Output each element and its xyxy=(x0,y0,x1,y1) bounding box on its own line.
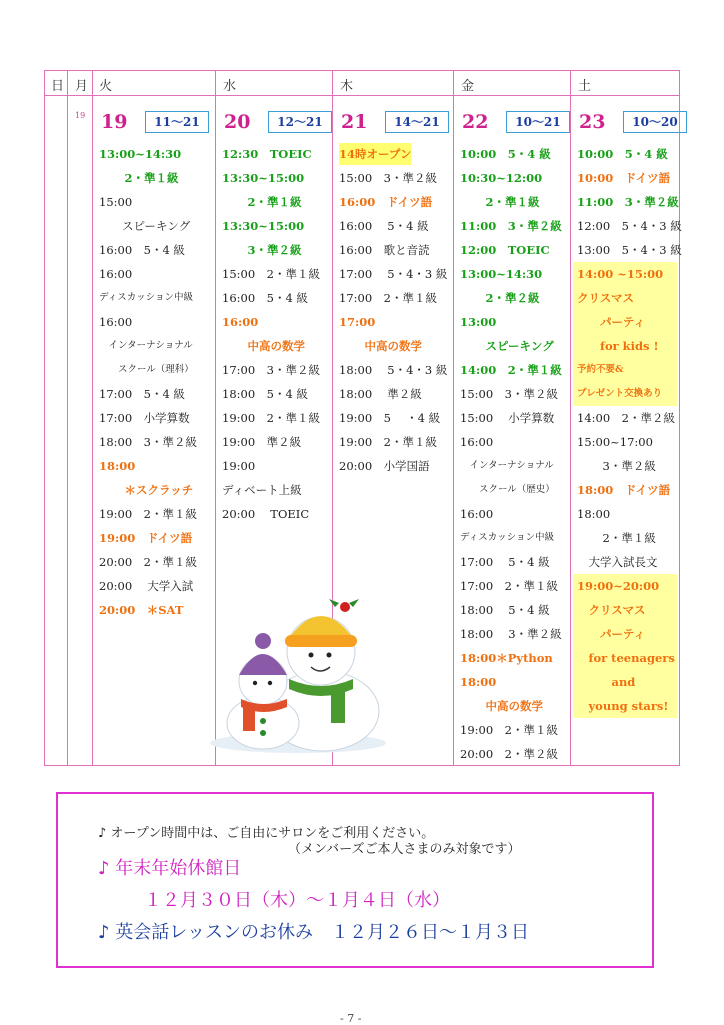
schedule-entry: for teenagers xyxy=(577,651,675,665)
header-divider xyxy=(45,95,679,96)
schedule-entry: 14:00 ~15:00 xyxy=(577,267,664,281)
schedule-entry: 予約不要& xyxy=(577,364,624,375)
schedule-entry: 15:00 3・準２級 xyxy=(339,171,437,185)
schedule-entry: 19:00 xyxy=(222,459,256,473)
schedule-entry: 17:00 5・4 級 xyxy=(460,555,550,569)
schedule-entry: 16:00 xyxy=(99,267,133,281)
schedule-entry: 10:30~12:00 xyxy=(460,171,543,185)
schedule-entry: 17:00 2・準１級 xyxy=(460,579,558,593)
schedule-entry: インターナショナル xyxy=(99,340,193,351)
schedule-entry: 15:00 3・準２級 xyxy=(460,387,558,401)
schedule-entry: 18:00 5・4 級 xyxy=(460,603,550,617)
schedule-entry: 18:00 準２級 xyxy=(339,387,422,401)
schedule-entry: 3・準２級 xyxy=(236,243,302,257)
schedule-entry: ＊スクラッチ xyxy=(113,483,194,497)
date-number: 20 xyxy=(224,111,251,133)
schedule-entry: 13:00~14:30 xyxy=(99,147,182,161)
schedule-entry: 2・準１級 xyxy=(236,195,302,209)
open-hours-badge: 12～21 xyxy=(268,111,332,133)
schedule-entry: 2・準１級 xyxy=(113,171,179,185)
schedule-entry: 19:00 2・準１級 xyxy=(339,435,437,449)
date-number: 19 xyxy=(101,111,128,133)
schedule-entry: 16:00 5・4 級 xyxy=(339,219,429,233)
schedule-entry: 3・準２級 xyxy=(591,459,656,473)
schedule-entry: 12:00 TOEIC xyxy=(460,243,550,257)
schedule-entry: スピーキング xyxy=(474,339,554,353)
schedule-entry: 17:00 5・4 級 xyxy=(99,387,185,401)
schedule-entry: 2・準１級 xyxy=(474,195,540,209)
schedule-entry: 19:00 2・準１級 xyxy=(99,507,197,521)
schedule-entry: 20:00 大学入試 xyxy=(99,579,194,593)
schedule-entry: パーティ xyxy=(577,627,646,641)
schedule-entry: 中高の数学 xyxy=(353,339,422,353)
weekly-calendar xyxy=(44,70,680,766)
schedule-entry: 17:00 xyxy=(339,315,376,329)
schedule-entry: 15:00 2・準１級 xyxy=(222,267,320,281)
schedule-entry: 19:00 5 ・4 級 xyxy=(339,411,441,425)
schedule-entry: 10:00 5・4 級 xyxy=(577,147,668,161)
schedule-entry: 18:00 5・4 級 xyxy=(222,387,308,401)
schedule-entry: 11:00 3・準２級 xyxy=(460,219,562,233)
schedule-entry: 17:00 小学算数 xyxy=(99,411,190,425)
schedule-entry: and xyxy=(577,675,636,689)
schedule-entry: ディスカッション中級 xyxy=(99,292,193,303)
schedule-entry: 2・準１級 xyxy=(591,531,656,545)
schedule-entry: クリスマス xyxy=(577,291,635,305)
schedule-entry: 中高の数学 xyxy=(236,339,305,353)
schedule-entry: 20:00 TOEIC xyxy=(222,507,310,521)
schedule-entry: 14:00 2・準２級 xyxy=(577,411,675,425)
notice-open-hours: ♪ オープン時間中は、ご自由にサロンをご利用ください。 xyxy=(98,826,435,841)
schedule-entry: 18:00 3・準２級 xyxy=(460,627,562,641)
header-sun: 日 xyxy=(51,79,65,94)
open-hours-badge: 14～21 xyxy=(385,111,449,133)
schedule-entry: 2・準２級 xyxy=(474,291,540,305)
schedule-entry: 18:00 ドイツ語 xyxy=(577,483,671,497)
notice-holiday-dates: １２月３０日（木）～１月４日（水） xyxy=(144,890,450,911)
schedule-entry: ディベート上級 xyxy=(222,483,302,497)
schedule-entry: スピーキング xyxy=(99,219,191,233)
schedule-entry: 16:00 歌と音読 xyxy=(339,243,430,257)
header-sat: 土 xyxy=(578,79,592,94)
schedule-entry: for kids ! xyxy=(577,339,659,353)
date-number: 21 xyxy=(341,111,368,133)
notice-members-only: （メンバーズご本人さまのみ対象です） xyxy=(288,842,521,857)
schedule-entry: 16:00 5・4 級 xyxy=(222,291,308,305)
schedule-entry: 12:30 TOEIC xyxy=(222,147,312,161)
schedule-entry: 17:00 5・4・3 級 xyxy=(339,267,448,281)
open-hours-badge: 10～20 xyxy=(623,111,687,133)
notice-holiday-title: ♪ 年末年始休館日 xyxy=(98,858,242,879)
column-divider xyxy=(92,71,93,765)
schedule-entry: 13:00~14:30 xyxy=(460,267,543,281)
schedule-entry: 13:30~15:00 xyxy=(222,171,305,185)
schedule-entry: プレゼント交換あり xyxy=(577,388,663,399)
column-divider xyxy=(453,71,454,765)
schedule-entry: 20:00 2・準１級 xyxy=(99,555,197,569)
open-hours-badge: 10～21 xyxy=(506,111,570,133)
schedule-entry: 15:00 小学算数 xyxy=(460,411,555,425)
schedule-entry: 18:00＊Python xyxy=(460,651,553,665)
schedule-entry: 16:00 xyxy=(99,315,133,329)
header-thu: 木 xyxy=(340,79,354,94)
schedule-entry: 16:00 xyxy=(222,315,259,329)
schedule-entry: young stars! xyxy=(577,699,669,713)
schedule-entry: 中高の数学 xyxy=(474,699,543,713)
schedule-entry: 14時オープン xyxy=(339,143,411,165)
date-number: 22 xyxy=(462,111,489,133)
schedule-entry: 19:00~20:00 xyxy=(577,579,660,593)
schedule-entry: 20:00 2・準２級 xyxy=(460,747,558,761)
page-number: - 7 - xyxy=(340,1012,362,1025)
header-mon: 月 xyxy=(75,79,89,94)
schedule-entry: 19:00 2・準１級 xyxy=(460,723,558,737)
schedule-entry: 10:00 5・4 級 xyxy=(460,147,551,161)
schedule-entry: 16:00 xyxy=(460,507,494,521)
schedule-entry: 20:00 小学国語 xyxy=(339,459,430,473)
schedule-entry: スクール（理科） xyxy=(99,364,194,375)
schedule-entry: 18:00 xyxy=(577,507,611,521)
schedule-entry: 19:00 準２級 xyxy=(222,435,302,449)
schedule-entry: 13:00 5・4・3 級 xyxy=(577,243,682,257)
schedule-entry: 16:00 xyxy=(460,435,494,449)
schedule-entry: 13:00 xyxy=(460,315,497,329)
schedule-entry: インターナショナル xyxy=(460,460,554,471)
notice-lesson-break: ♪ 英会話レッスンのお休み １２月２６日～１月３日 xyxy=(98,922,530,943)
schedule-entry: ディスカッション中級 xyxy=(460,532,554,543)
header-tue: 火 xyxy=(99,79,113,94)
schedule-entry: 17:00 3・準２級 xyxy=(222,363,320,377)
schedule-entry: 16:00 5・4 級 xyxy=(99,243,185,257)
schedule-entry: 18:00 xyxy=(99,459,136,473)
schedule-entry: 16:00 ドイツ語 xyxy=(339,195,433,209)
monday-date: 19 xyxy=(75,111,86,120)
schedule-entry: 19:00 2・準１級 xyxy=(222,411,320,425)
schedule-entry: 大学入試長文 xyxy=(577,555,658,569)
schedule-entry: 10:00 ドイツ語 xyxy=(577,171,671,185)
schedule-entry: 15:00 xyxy=(99,195,133,209)
schedule-entry: スクール（歴史） xyxy=(460,484,555,495)
schedule-entry: 15:00~17:00 xyxy=(577,435,653,449)
schedule-entry: 18:00 3・準２級 xyxy=(99,435,197,449)
header-wed: 水 xyxy=(223,79,237,94)
schedule-entry: 20:00 ＊SAT xyxy=(99,603,184,617)
notice-box xyxy=(56,792,654,968)
schedule-entry: 14:00 2・準１級 xyxy=(460,363,562,377)
schedule-entry: 18:00 xyxy=(460,675,497,689)
schedule-entry: パーティ xyxy=(577,315,646,329)
schedule-entry: 11:00 3・準２級 xyxy=(577,195,679,209)
schedule-entry: 19:00 ドイツ語 xyxy=(99,531,193,545)
schedule-entry: 12:00 5・4・3 級 xyxy=(577,219,682,233)
snowman-illustration xyxy=(203,593,393,753)
date-number: 23 xyxy=(579,111,606,133)
schedule-entry: 17:00 2・準１級 xyxy=(339,291,437,305)
column-divider xyxy=(67,71,68,765)
column-divider xyxy=(570,71,571,765)
schedule-entry: クリスマス xyxy=(577,603,646,617)
schedule-entry: 18:00 5・4・3 級 xyxy=(339,363,448,377)
open-hours-badge: 11～21 xyxy=(145,111,209,133)
schedule-entry: 13:30~15:00 xyxy=(222,219,305,233)
header-fri: 金 xyxy=(461,79,475,94)
